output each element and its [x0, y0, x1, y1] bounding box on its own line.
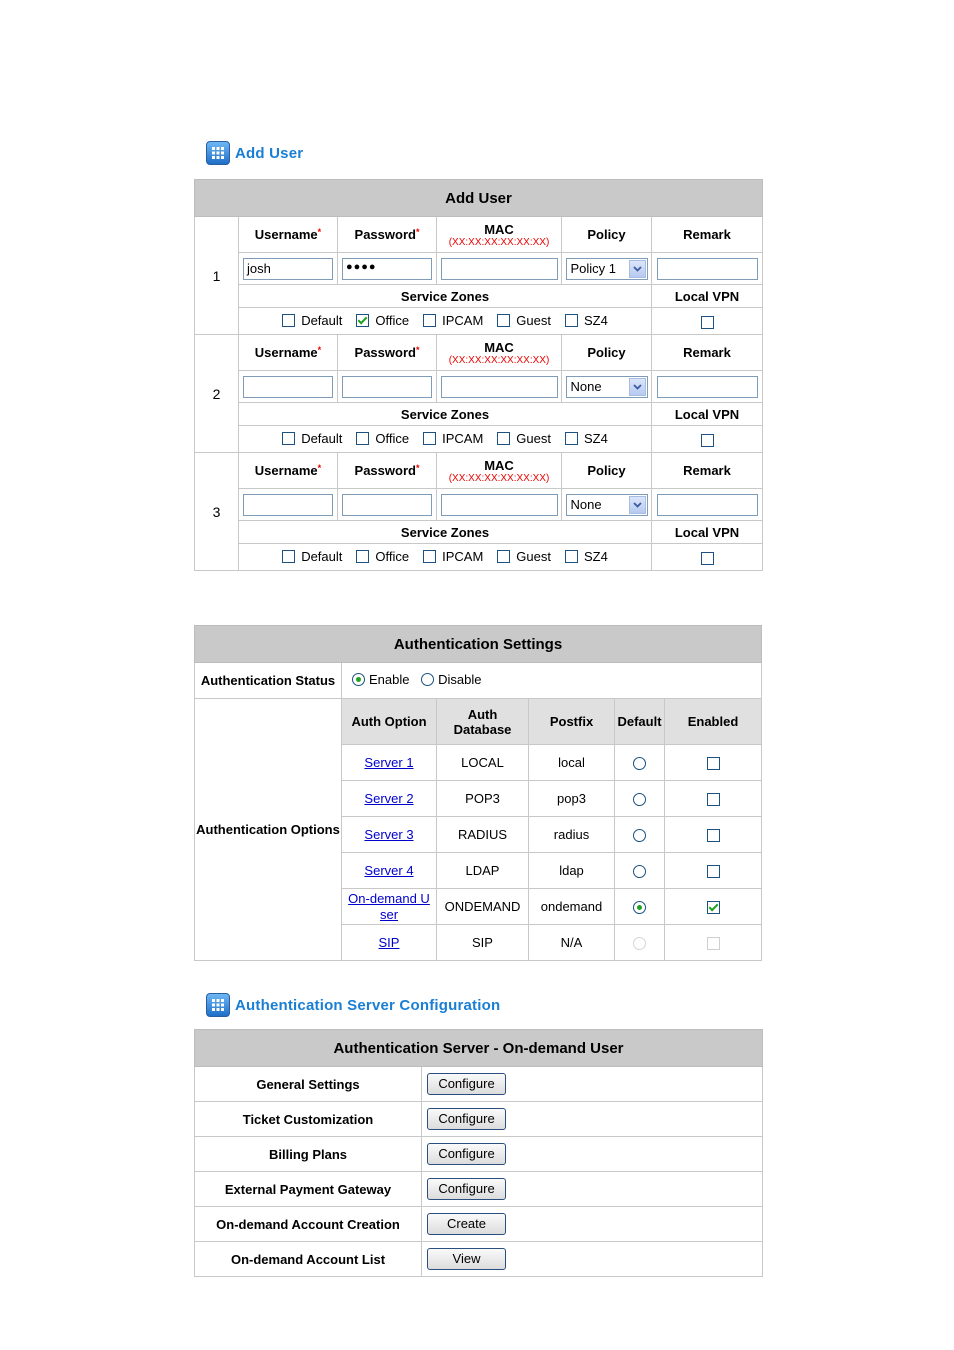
- server-config-configure-button[interactable]: Configure: [427, 1143, 506, 1165]
- enable-label: Enable: [369, 672, 410, 687]
- col-password-label: Password: [354, 227, 416, 242]
- col-remark: Remark: [652, 453, 763, 489]
- remark-input[interactable]: [657, 494, 758, 516]
- zone-label: Guest: [516, 312, 551, 328]
- enabled-checkbox[interactable]: [707, 901, 720, 914]
- col-mac-label: MAC: [484, 457, 514, 473]
- col-auth-database-line1: Auth: [467, 706, 498, 722]
- password-input[interactable]: ●●●●: [342, 258, 432, 280]
- zone-checkbox[interactable]: [565, 432, 578, 445]
- col-username: [239, 453, 338, 489]
- remark-input[interactable]: [657, 258, 758, 280]
- zone-checkbox[interactable]: [565, 550, 578, 563]
- server-config-label: On-demand Account Creation: [195, 1207, 422, 1242]
- default-radio[interactable]: [633, 793, 646, 806]
- auth-option-link[interactable]: SIP: [378, 934, 400, 950]
- zone-option-office[interactable]: [356, 431, 409, 446]
- disable-label: Disable: [438, 672, 482, 687]
- zone-checkbox[interactable]: [497, 550, 510, 563]
- mac-format-hint: (XX:XX:XX:XX:XX:XX): [448, 472, 550, 484]
- enabled-checkbox[interactable]: [707, 865, 720, 878]
- server-config-action-cell: [422, 1172, 763, 1207]
- mac-cell: [437, 253, 562, 285]
- zone-option-default[interactable]: [282, 313, 342, 328]
- mac-input[interactable]: [441, 258, 558, 280]
- required-mark: *: [415, 345, 420, 355]
- zone-checkbox[interactable]: [356, 314, 369, 327]
- auth-database-cell: SIP: [437, 925, 529, 961]
- zone-label: Office: [375, 312, 410, 328]
- default-radio[interactable]: [633, 865, 646, 878]
- zone-option-ipcam[interactable]: [423, 549, 483, 564]
- enabled-cell: [665, 925, 762, 961]
- server-config-configure-button[interactable]: Configure: [427, 1108, 506, 1130]
- grid-icon: [206, 141, 230, 165]
- add-user-table: [194, 179, 763, 571]
- zone-option-sz4[interactable]: [565, 431, 608, 446]
- zone-option-office[interactable]: [356, 549, 409, 564]
- service-zones-label: Service Zones: [239, 285, 652, 308]
- enabled-checkbox[interactable]: [707, 829, 720, 842]
- disable-radio-button[interactable]: [421, 673, 434, 686]
- default-cell: [615, 925, 665, 961]
- col-enabled: Enabled: [665, 699, 762, 745]
- local-vpn-cell: [652, 426, 763, 453]
- add-user-heading-text: Add User: [235, 144, 304, 162]
- required-mark: *: [317, 227, 322, 237]
- auth-option-link[interactable]: Server 3: [364, 826, 414, 842]
- service-zones-checkboxes: [239, 426, 652, 453]
- zone-label: IPCAM: [442, 430, 484, 446]
- col-username-label: Username: [254, 463, 318, 478]
- zone-option-office[interactable]: [356, 313, 409, 328]
- postfix-cell: ondemand: [529, 889, 615, 925]
- col-policy: Policy: [562, 217, 652, 253]
- enabled-cell: [665, 889, 762, 925]
- policy-select-value: None: [570, 497, 602, 512]
- mac-format-hint: (XX:XX:XX:XX:XX:XX): [448, 236, 550, 248]
- password-input[interactable]: [342, 376, 432, 398]
- server-config-configure-button[interactable]: Configure: [427, 1178, 506, 1200]
- enabled-checkbox[interactable]: [707, 793, 720, 806]
- zone-checkbox[interactable]: [356, 432, 369, 445]
- server-config-row: [195, 1137, 763, 1172]
- local-vpn-checkbox[interactable]: [701, 434, 714, 447]
- zone-option-sz4[interactable]: [565, 313, 608, 328]
- policy-cell: [562, 371, 652, 403]
- zone-label: SZ4: [583, 548, 608, 564]
- auth-database-cell: ONDEMAND: [437, 889, 529, 925]
- server-config-row: [195, 1242, 763, 1277]
- zone-label: SZ4: [583, 430, 608, 446]
- zone-option-default[interactable]: [282, 431, 342, 446]
- mac-format-hint: (XX:XX:XX:XX:XX:XX): [448, 354, 550, 366]
- zone-label: IPCAM: [442, 312, 484, 328]
- postfix-cell: local: [529, 745, 615, 781]
- col-password-label: Password: [354, 345, 416, 360]
- username-cell: [239, 489, 338, 521]
- remark-input[interactable]: [657, 376, 758, 398]
- password-cell: [338, 253, 437, 285]
- service-zones-label: Service Zones: [239, 403, 652, 426]
- enable-radio[interactable]: [352, 672, 409, 687]
- col-auth-database: [437, 699, 529, 745]
- add-user-table-title: Add User: [195, 180, 763, 217]
- col-password: [338, 335, 437, 371]
- col-mac: [437, 453, 562, 489]
- col-mac: [437, 217, 562, 253]
- auth-option-link-line2: ser: [379, 906, 399, 922]
- col-username: [239, 217, 338, 253]
- password-input[interactable]: [342, 494, 432, 516]
- local-vpn-label: Local VPN: [652, 403, 763, 426]
- policy-cell: [562, 489, 652, 521]
- default-radio: [633, 937, 646, 950]
- username-input[interactable]: [243, 376, 333, 398]
- password-cell: [338, 371, 437, 403]
- server-config-action-cell: [422, 1207, 763, 1242]
- policy-select[interactable]: [566, 494, 648, 516]
- auth-option-cell: [342, 889, 437, 925]
- col-policy: Policy: [562, 453, 652, 489]
- default-cell: [615, 745, 665, 781]
- col-remark: Remark: [652, 335, 763, 371]
- auth-database-cell: POP3: [437, 781, 529, 817]
- zone-checkbox[interactable]: [497, 314, 510, 327]
- auth-database-cell: RADIUS: [437, 817, 529, 853]
- auth-option-cell: [342, 745, 437, 781]
- col-username-label: Username: [254, 345, 318, 360]
- remark-cell: [652, 489, 763, 521]
- grid-icon: [206, 993, 230, 1017]
- local-vpn-label: Local VPN: [652, 285, 763, 308]
- zone-label: IPCAM: [442, 548, 484, 564]
- local-vpn-cell: [652, 544, 763, 571]
- auth-option-link[interactable]: Server 2: [364, 790, 414, 806]
- server-config-action-cell: [422, 1242, 763, 1277]
- user-row-number: 3: [195, 453, 239, 571]
- auth-option-link-line1: On-demand U: [348, 890, 430, 906]
- zone-option-guest[interactable]: [497, 313, 551, 328]
- col-username: [239, 335, 338, 371]
- auth-server-config-heading-text: Authentication Server Configuration: [235, 996, 501, 1014]
- local-vpn-label: Local VPN: [652, 521, 763, 544]
- postfix-cell: pop3: [529, 781, 615, 817]
- default-radio[interactable]: [633, 757, 646, 770]
- enabled-checkbox: [707, 937, 720, 950]
- required-mark: *: [415, 227, 420, 237]
- auth-server-ondemand-title: Authentication Server - On-demand User: [195, 1030, 763, 1067]
- default-cell: [615, 817, 665, 853]
- col-mac-label: MAC: [484, 221, 514, 237]
- col-auth-option: Auth Option: [342, 699, 437, 745]
- server-config-create-button[interactable]: Create: [427, 1213, 506, 1235]
- server-config-action-cell: [422, 1102, 763, 1137]
- username-cell: [239, 253, 338, 285]
- zone-label: Office: [375, 430, 410, 446]
- default-cell: [615, 889, 665, 925]
- col-password: [338, 217, 437, 253]
- policy-select[interactable]: [566, 376, 648, 398]
- service-zones-checkboxes: [239, 544, 652, 571]
- zone-checkbox[interactable]: [356, 550, 369, 563]
- zone-option-sz4[interactable]: [565, 549, 608, 564]
- auth-option-link[interactable]: Server 1: [364, 754, 414, 770]
- zone-label: Default: [301, 548, 343, 564]
- user-row-number: 1: [195, 217, 239, 335]
- mac-input[interactable]: [441, 376, 558, 398]
- auth-server-ondemand-table: [194, 1029, 763, 1277]
- zone-checkbox[interactable]: [282, 550, 295, 563]
- server-config-action-cell: [422, 1137, 763, 1172]
- mac-input[interactable]: [441, 494, 558, 516]
- default-cell: [615, 781, 665, 817]
- auth-option-link[interactable]: Server 4: [364, 862, 414, 878]
- col-password: [338, 453, 437, 489]
- zone-label: Guest: [516, 548, 551, 564]
- col-mac-label: MAC: [484, 339, 514, 355]
- server-config-label: External Payment Gateway: [195, 1172, 422, 1207]
- zone-label: Guest: [516, 430, 551, 446]
- col-username-label: Username: [254, 227, 318, 242]
- remark-cell: [652, 371, 763, 403]
- user-row-number: 2: [195, 335, 239, 453]
- enabled-cell: [665, 781, 762, 817]
- policy-select-value: None: [570, 379, 602, 394]
- zone-option-ipcam[interactable]: [423, 431, 483, 446]
- remark-cell: [652, 253, 763, 285]
- server-config-action-cell: [422, 1067, 763, 1102]
- password-cell: [338, 489, 437, 521]
- default-radio[interactable]: [633, 901, 646, 914]
- chevron-down-icon[interactable]: [629, 378, 646, 396]
- zone-checkbox[interactable]: [497, 432, 510, 445]
- enable-radio-button[interactable]: [352, 673, 365, 686]
- postfix-cell: ldap: [529, 853, 615, 889]
- policy-cell: [562, 253, 652, 285]
- mac-cell: [437, 489, 562, 521]
- policy-select-value: Policy 1: [570, 261, 617, 276]
- zone-option-ipcam[interactable]: [423, 313, 483, 328]
- local-vpn-checkbox[interactable]: [701, 552, 714, 565]
- col-remark: Remark: [652, 217, 763, 253]
- zone-label: Default: [301, 312, 343, 328]
- zone-label: Default: [301, 430, 343, 446]
- zone-checkbox[interactable]: [423, 432, 436, 445]
- zone-option-guest[interactable]: [497, 549, 551, 564]
- zone-option-default[interactable]: [282, 549, 342, 564]
- postfix-cell: radius: [529, 817, 615, 853]
- server-config-configure-button[interactable]: Configure: [427, 1073, 506, 1095]
- username-input[interactable]: [243, 494, 333, 516]
- postfix-cell: N/A: [529, 925, 615, 961]
- zone-checkbox[interactable]: [423, 314, 436, 327]
- required-mark: *: [317, 463, 322, 473]
- default-radio[interactable]: [633, 829, 646, 842]
- auth-option-cell: [342, 817, 437, 853]
- enabled-checkbox[interactable]: [707, 757, 720, 770]
- auth-database-cell: LOCAL: [437, 745, 529, 781]
- username-cell: [239, 371, 338, 403]
- auth-option-cell: [342, 853, 437, 889]
- auth-option-cell: [342, 925, 437, 961]
- default-cell: [615, 853, 665, 889]
- zone-option-guest[interactable]: [497, 431, 551, 446]
- authentication-settings-table: [194, 625, 762, 961]
- col-auth-database-line2: Database: [453, 721, 512, 737]
- zone-checkbox[interactable]: [565, 314, 578, 327]
- col-password-label: Password: [354, 463, 416, 478]
- server-config-view-button[interactable]: View: [427, 1248, 506, 1270]
- col-mac: [437, 335, 562, 371]
- disable-radio[interactable]: [421, 672, 481, 687]
- col-default: Default: [615, 699, 665, 745]
- server-config-row: [195, 1172, 763, 1207]
- local-vpn-checkbox[interactable]: [701, 316, 714, 329]
- server-config-row: [195, 1207, 763, 1242]
- zone-label: Office: [375, 548, 410, 564]
- chevron-down-icon[interactable]: [629, 260, 646, 278]
- server-config-label: Billing Plans: [195, 1137, 422, 1172]
- auth-option-cell: [342, 781, 437, 817]
- auth-server-config-heading: [206, 993, 500, 1017]
- auth-option-link[interactable]: [348, 891, 430, 922]
- col-postfix: Postfix: [529, 699, 615, 745]
- service-zones-label: Service Zones: [239, 521, 652, 544]
- auth-database-cell: LDAP: [437, 853, 529, 889]
- server-config-row: [195, 1067, 763, 1102]
- authentication-settings-title: Authentication Settings: [195, 626, 762, 663]
- server-config-label: Ticket Customization: [195, 1102, 422, 1137]
- service-zones-checkboxes: [239, 308, 652, 335]
- server-config-label: On-demand Account List: [195, 1242, 422, 1277]
- policy-select[interactable]: [566, 258, 648, 280]
- chevron-down-icon[interactable]: [629, 496, 646, 514]
- authentication-options-label: Authentication Options: [195, 699, 342, 961]
- local-vpn-cell: [652, 308, 763, 335]
- zone-checkbox[interactable]: [423, 550, 436, 563]
- enabled-cell: [665, 817, 762, 853]
- username-input[interactable]: josh: [243, 258, 333, 280]
- required-mark: *: [317, 345, 322, 355]
- authentication-status-label: Authentication Status: [195, 663, 342, 699]
- mac-cell: [437, 371, 562, 403]
- server-config-row: [195, 1102, 763, 1137]
- add-user-heading: [206, 141, 303, 165]
- col-policy: Policy: [562, 335, 652, 371]
- enabled-cell: [665, 853, 762, 889]
- zone-checkbox[interactable]: [282, 432, 295, 445]
- enabled-cell: [665, 745, 762, 781]
- zone-label: SZ4: [583, 312, 608, 328]
- server-config-label: General Settings: [195, 1067, 422, 1102]
- required-mark: *: [415, 463, 420, 473]
- zone-checkbox[interactable]: [282, 314, 295, 327]
